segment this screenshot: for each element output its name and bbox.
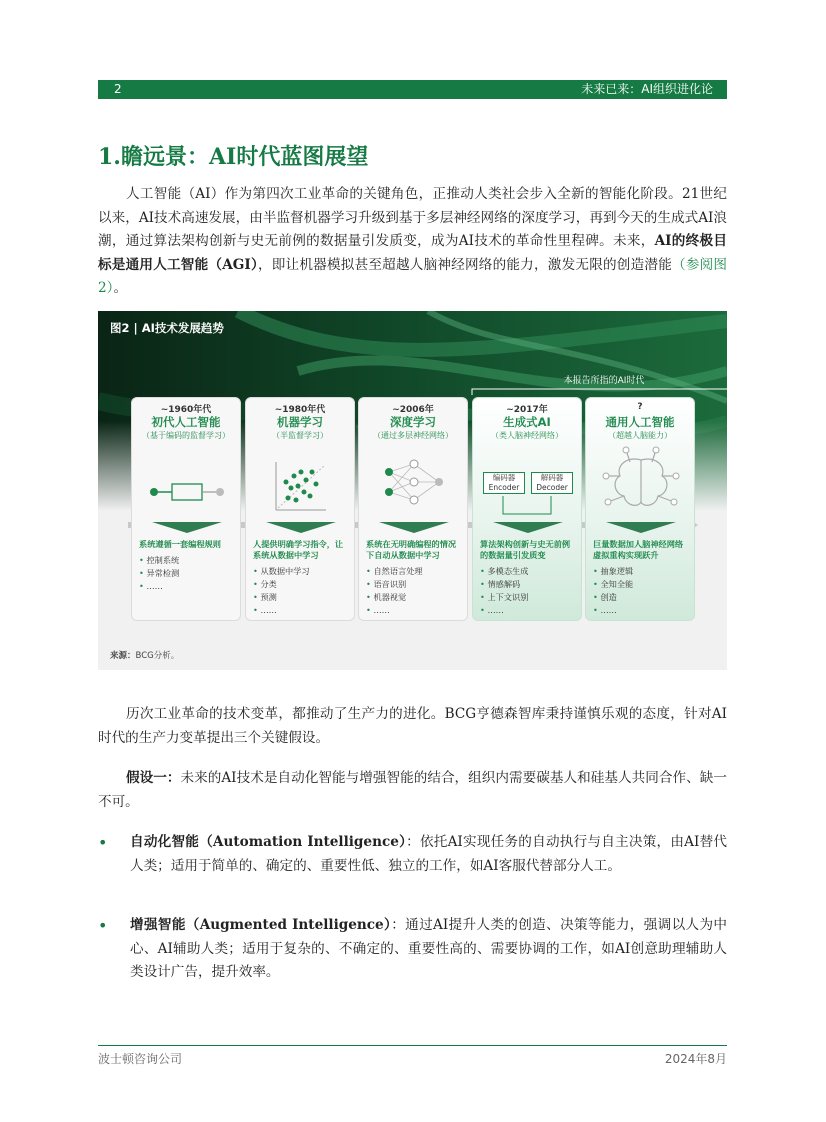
card-description: 系统遵循一套编程规则 (139, 539, 221, 549)
paragraph-productivity: 历次工业革命的技术变革，都推动了生产力的进化。BCG亨德森智库秉持谨慎乐观的态度，针对AI时代的生产力变革提出三个关键假设。 (98, 706, 727, 746)
list-item: • 语音识别 (366, 578, 463, 591)
era-card-agi (585, 397, 695, 621)
card-name: 通用人工智能 (605, 415, 675, 429)
list-item: • 创造 (593, 591, 690, 604)
bullet-icon: • (98, 833, 108, 852)
card-items (253, 565, 350, 617)
list-item: • 机器视觉 (366, 591, 463, 604)
brain-circuit-icon (586, 442, 696, 524)
era-card-generative-ai (472, 397, 582, 621)
card-description: 算法架构创新与史无前例的数据量引发质变 (480, 539, 571, 560)
source-label: 来源： (110, 651, 136, 661)
program-flow-icon (132, 442, 242, 524)
footer-company: 波士顿咨询公司 (98, 1052, 183, 1066)
card-name: 生成式AI (503, 415, 551, 429)
decoder-label-en: Decoder (536, 483, 568, 492)
chevron-down-icon (359, 522, 469, 534)
list-item: • 分类 (253, 578, 350, 591)
encoder-label-en: Encoder (488, 483, 520, 492)
bullet-text: ：依托AI实现任务的自动执行与自主决策，由AI替代人类；适用于简单的、确定的、重要性低、独立的工作，如AI客服代替部分人工。 (130, 834, 728, 874)
list-item: • 全知全能 (593, 578, 690, 591)
chevron-down-icon (586, 522, 696, 534)
figure-title: 图2 | AI技术发展趋势 (110, 321, 224, 335)
card-name: 初代人工智能 (151, 415, 221, 429)
footer-divider (98, 1045, 727, 1046)
encoder-label-zh: 编码器 (492, 473, 516, 482)
neural-network-icon (359, 442, 469, 524)
list-item: • 预测 (253, 591, 350, 604)
card-subtitle: （类人脑神经网络） (491, 431, 563, 440)
card-description: 人提供明确学习指令，让系统从数据中学习 (253, 539, 344, 560)
bullet-heading: 自动化智能（Automation Intelligence） (130, 834, 407, 850)
card-items (366, 565, 463, 617)
list-item: • …… (253, 604, 350, 617)
card-subtitle: （半监督学习） (272, 431, 328, 440)
intro-text-1: 人工智能（AI）作为第四次工业革命的关键角色，正推动人类社会步入全新的智能化阶段。21世纪以来，AI技术高速发展，由半监督机器学习升级到基于多层神经网络的深度学习，再到今天的生成式AI浪潮，通过算法架构创新与史无前例的数据量引发质变，成为AI技术的革命性里程碑。未来， (98, 186, 727, 249)
era-card-early-ai (131, 397, 241, 621)
card-items (593, 565, 690, 617)
list-item: • 异常检测 (139, 567, 236, 580)
figure-source (110, 649, 179, 661)
figure-reference-link[interactable]: （参阅图2） (98, 256, 728, 296)
section-title: 1.瞻远景：AI时代蓝图展望 (98, 144, 369, 170)
bullet-heading: 增强智能（Augmented Intelligence） (130, 917, 392, 933)
scatter-plot-icon (246, 442, 356, 524)
page-header (98, 80, 727, 99)
list-item: • …… (480, 604, 577, 617)
card-subtitle: （基于编码的监督学习） (142, 431, 230, 440)
bullet-icon: • (98, 916, 108, 935)
source-text: BCG分析。 (135, 651, 180, 661)
card-year: ~1980年代 (274, 405, 326, 415)
list-item: • …… (139, 580, 236, 593)
list-item: • 自然语言处理 (366, 565, 463, 578)
intro-text-2: ，即让机器模拟甚至超越人脑神经网络的能力，激发无限的创造潜能 (257, 256, 673, 273)
chevron-down-icon (246, 522, 356, 534)
list-item: • …… (593, 604, 690, 617)
hypothesis-label: 假设一： (126, 770, 181, 786)
card-subtitle: （通过多层神经网络） (373, 431, 453, 440)
card-year: ~2017年 (506, 405, 548, 415)
decoder-box (531, 472, 573, 494)
card-items (480, 565, 577, 617)
card-subtitle: （超越人脑能力） (608, 431, 672, 440)
card-description: 系统在无明确编程的情况下自动从数据中学习 (366, 539, 457, 560)
footer-date: 2024年8月 (664, 1052, 727, 1066)
card-year: ? (637, 402, 643, 412)
chevron-down-icon (132, 522, 242, 534)
card-items (139, 554, 236, 593)
card-description: 巨量数据加人脑神经网络虚拟重构实现跃升 (593, 539, 684, 560)
bullet-text: ：通过AI提升人类的创造、决策等能力，强调以人为中心、AI辅助人类；适用于复杂的、不确定的、重要性高的、需要协调的工作，如AI创意助理辅助人类设计广告，提升效率。 (130, 917, 728, 980)
list-item: • 多模态生成 (480, 565, 577, 578)
bullet-automation (130, 831, 727, 878)
intro-bold: AI的终极目标是通用人工智能（AGI） (98, 233, 727, 273)
list-item: • 从数据中学习 (253, 565, 350, 578)
era-card-machine-learning (245, 397, 355, 621)
list-item: • …… (366, 604, 463, 617)
page-number: 2 (114, 82, 122, 96)
card-year: ~2006年 (392, 405, 434, 415)
list-item: • 上下文识别 (480, 591, 577, 604)
encoder-decoder-connector-icon (473, 494, 583, 524)
bullet-augmented (130, 914, 727, 985)
list-item: • 情感解码 (480, 578, 577, 591)
intro-text-3: 。 (113, 280, 128, 296)
card-name: 机器学习 (277, 415, 323, 429)
era-card-deep-learning (358, 397, 468, 621)
hypothesis-one (98, 767, 727, 814)
hypothesis-text: 未来的AI技术是自动化智能与增强智能的结合，组织内需要碳基人和硅基人共同合作、缺一不可。 (98, 770, 728, 810)
header-title: 未来已来：AI组织进化论 (581, 82, 713, 96)
card-name: 深度学习 (390, 415, 436, 429)
encoder-box (483, 472, 525, 494)
decoder-label-zh: 解码器 (540, 473, 564, 482)
era-label: 本报告所指的AI时代 (563, 376, 645, 386)
list-item: • 抽象逻辑 (593, 565, 690, 578)
card-year: ~1960年代 (160, 405, 212, 415)
intro-paragraph (98, 183, 727, 301)
chevron-down-icon (473, 522, 583, 534)
list-item: • 控制系统 (139, 554, 236, 567)
